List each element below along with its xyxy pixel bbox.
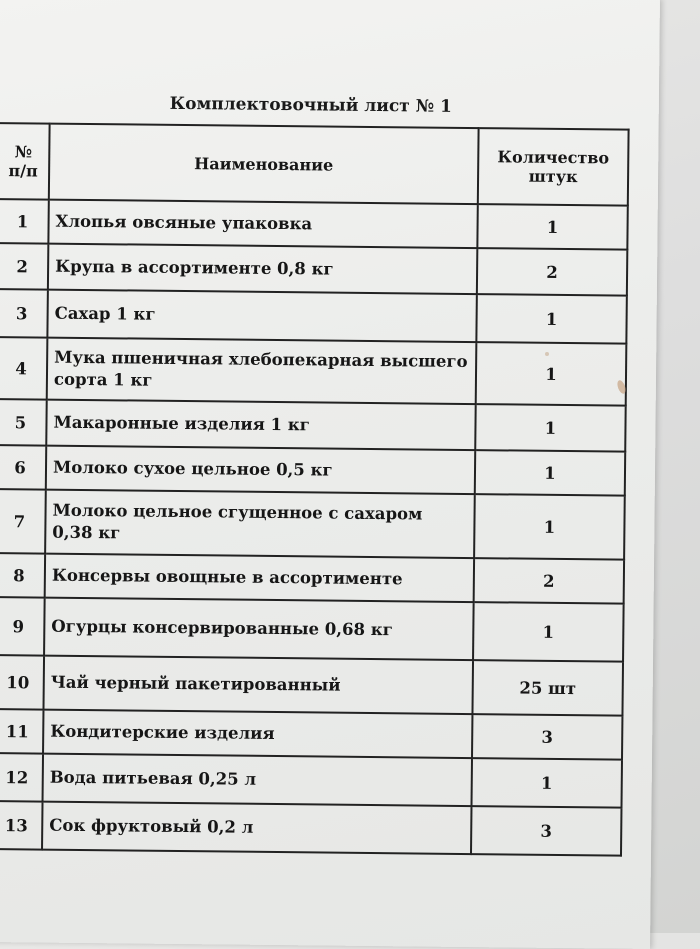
header-number: № п/п [0, 123, 50, 200]
row-number: 9 [0, 597, 45, 656]
row-name: Макаронные изделия 1 кг [46, 400, 475, 450]
row-quantity: 1 [473, 602, 624, 662]
table-row [0, 553, 624, 604]
row-number: 1 [0, 199, 49, 244]
row-number: 13 [0, 801, 43, 850]
row-quantity: 1 [476, 294, 626, 344]
table-row [0, 709, 622, 760]
row-number: 11 [0, 709, 43, 754]
row-quantity: 2 [477, 248, 627, 296]
row-number: 3 [0, 289, 48, 338]
table-header-row [0, 123, 629, 206]
header-name: Наименование [49, 124, 479, 204]
row-quantity: 1 [476, 342, 627, 406]
row-number: 12 [0, 753, 43, 802]
row-name: Молоко сухое цельное 0,5 кг [46, 446, 475, 494]
row-quantity: 1 [475, 450, 625, 496]
row-number: 6 [0, 445, 46, 490]
row-quantity: 1 [472, 758, 622, 808]
table-row [0, 489, 625, 560]
table-row [0, 399, 626, 452]
header-quantity: Количество штук [478, 128, 629, 206]
row-name: Хлопья овсяные упаковка [48, 200, 477, 248]
row-name: Сахар 1 кг [47, 290, 476, 342]
row-quantity: 25 шт [472, 660, 623, 716]
row-quantity: 2 [474, 558, 624, 604]
row-number: 8 [0, 553, 45, 598]
table-row [0, 801, 621, 856]
row-number: 2 [0, 243, 48, 290]
row-number: 10 [0, 655, 44, 710]
row-number: 5 [0, 399, 47, 446]
table-row [0, 243, 627, 296]
row-quantity: 1 [477, 204, 627, 250]
row-name: Молоко цельное сгущенное с сахаром 0,38 кг [45, 490, 475, 558]
row-name: Консервы овощные в ассортименте [45, 554, 474, 602]
row-quantity: 1 [474, 494, 625, 560]
table-row [0, 655, 623, 716]
row-name: Вода питьевая 0,25 л [43, 754, 472, 806]
document-title: Комплектовочный лист № 1 [169, 93, 453, 117]
paper-stain [545, 352, 549, 356]
row-name: Чай черный пакетированный [43, 656, 473, 714]
table-row [0, 289, 627, 344]
row-quantity: 3 [471, 806, 621, 856]
items-table [0, 122, 630, 857]
row-name: Крупа в ассортименте 0,8 кг [48, 244, 477, 294]
row-name: Огурцы консервированные 0,68 кг [44, 598, 474, 660]
table-row [0, 199, 628, 250]
row-number: 7 [0, 489, 46, 554]
row-name: Мука пшеничная хлебопекарная высшего сорта 1 кг [47, 338, 477, 404]
table-row [0, 337, 626, 406]
table-row [0, 445, 625, 496]
table-row [0, 753, 622, 808]
row-number: 4 [0, 337, 47, 400]
row-name: Сок фруктовый 0,2 л [42, 802, 471, 854]
table-row [0, 597, 624, 662]
row-quantity: 1 [475, 404, 625, 452]
row-name: Кондитерские изделия [43, 710, 472, 758]
row-quantity: 3 [472, 714, 622, 760]
